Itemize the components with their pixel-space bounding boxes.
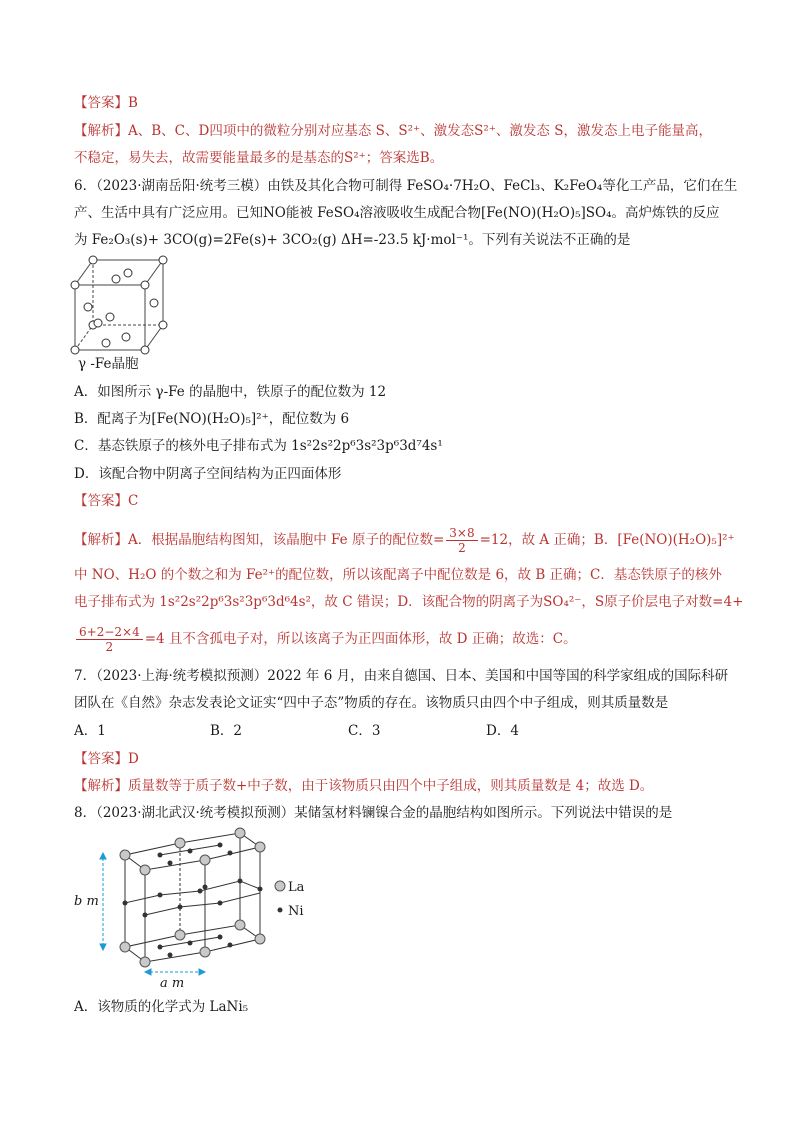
q6-option-a: A．如图所示 γ-Fe 的晶胞中，铁原子的配位数为 12 xyxy=(74,384,387,400)
lani5-unit-cell-figure xyxy=(70,825,310,990)
answer-value: D xyxy=(128,751,139,767)
q7-answer xyxy=(74,749,139,769)
q7-option-c: C．3 xyxy=(348,723,381,739)
figure-caption: γ -Fe晶胞 xyxy=(78,356,139,372)
label-b: b m xyxy=(74,894,99,909)
q5-analysis-line1 xyxy=(74,121,712,141)
analysis-text: =4 且不含孤电子对，所以该离子为正四面体形，故 D 正确；故选：C。 xyxy=(144,631,577,647)
answer-tag: 【答案】 xyxy=(74,95,128,111)
q7-option-d: D．4 xyxy=(486,723,519,739)
fraction xyxy=(76,625,143,654)
analysis-text: A、B、C、D四项中的微粒分别对应基态 S、S²⁺、激发态S²⁺、激发态 S，激发态上电子能量高， xyxy=(128,123,712,139)
q7-stem-line2: 团队在《自然》杂志发表论文证实“四中子态”物质的存在。该物质只由四个中子组成，则其质量数是 xyxy=(74,695,669,711)
q6-option-c: C．基态铁原子的核外电子排布式为 1s²2s²2p⁶3s²3p⁶3d⁷4s¹ xyxy=(74,438,443,454)
q8-stem-line1: 8．（2023·湖北武汉·统考模拟预测）某储氢材料镧镍合金的晶胞结构如图所示。下列说法中错误的是 xyxy=(74,805,673,821)
fraction-numerator: 3×8 xyxy=(446,526,477,541)
q7-stem-line1: 7．（2023·上海·统考模拟预测）2022 年 6 月，由来自德国、日本、美国和中国等国的科学家组成的国际科研 xyxy=(74,668,729,684)
answer-value: B xyxy=(128,95,138,111)
fraction-denominator: 2 xyxy=(458,541,466,555)
q6-stem-line2: 产、生活中具有广泛应用。已知NO能被 FeSO₄溶液吸收生成配合物[Fe(NO)(H₂O)₅]SO₄。高炉炼铁的反应 xyxy=(74,205,720,221)
q6-analysis-line2: 中 NO、H₂O 的个数之和为 Fe²⁺的配位数，所以该配离子中配位数是 6，故 B 正确；C．基态铁原子的核外 xyxy=(74,567,722,583)
gamma-fe-unit-cell-figure xyxy=(70,255,170,355)
legend-la: La xyxy=(288,880,305,895)
q8-option-a: A．该物质的化学式为 LaNi₅ xyxy=(74,999,249,1015)
q7-analysis xyxy=(74,776,653,796)
fraction-denominator: 2 xyxy=(105,640,114,654)
answer-value: C xyxy=(128,493,139,509)
q6-option-b: B．配离子为[Fe(NO)(H₂O)₅]²⁺，配位数为 6 xyxy=(74,411,350,427)
analysis-tag: 【解析】 xyxy=(74,778,128,794)
q6-stem-line1: 6．（2023·湖南岳阳·统考三模）由铁及其化合物可制得 FeSO₄·7H₂O、FeCl₃、K₂FeO₄等化工产品，它们在生 xyxy=(74,178,738,194)
q5-analysis-line2: 不稳定，易失去，故需要能量最多的是基态的S²⁺；答案选B。 xyxy=(74,150,444,166)
analysis-tag: 【解析】 xyxy=(74,532,128,548)
q6-analysis-line3: 电子排布式为 1s²2s²2p⁶3s²3p⁶3d⁶4s²，故 C 错误；D．该配合物的阴离子为SO₄²⁻，S原子价层电子对数=4+ xyxy=(74,594,744,610)
answer-tag: 【答案】 xyxy=(74,751,128,767)
legend-ni: Ni xyxy=(288,904,304,919)
analysis-tag: 【解析】 xyxy=(74,123,128,139)
q6-analysis-line1 xyxy=(74,523,735,557)
q7-option-a: A．1 xyxy=(74,723,106,739)
fraction xyxy=(446,526,477,555)
analysis-text: =12，故 A 正确；B．[Fe(NO)(H₂O)₅]²⁺ xyxy=(479,532,735,548)
q6-stem-line3: 为 Fe₂O₃(s)+ 3CO(g)=2Fe(s)+ 3CO₂(g) ΔH=-23.5 kJ·mol⁻¹。下列有关说法不正确的是 xyxy=(74,232,631,248)
q6-option-d: D．该配合物中阴离子空间结构为正四面体形 xyxy=(74,466,342,482)
answer-tag: 【答案】 xyxy=(74,493,128,509)
label-a: a m xyxy=(160,976,185,990)
q5-answer xyxy=(74,93,138,113)
analysis-text: 质量数等于质子数+中子数，由于该物质只由四个中子组成，则其质量数是 4；故选 D。 xyxy=(128,778,654,794)
q6-answer xyxy=(74,491,138,511)
q7-option-b: B．2 xyxy=(210,723,243,739)
q6-analysis-line4 xyxy=(74,622,577,656)
fraction-numerator: 6+2−2×4 xyxy=(76,625,143,640)
analysis-text: A．根据晶胞结构图知，该晶胞中 Fe 原子的配位数= xyxy=(128,532,445,548)
